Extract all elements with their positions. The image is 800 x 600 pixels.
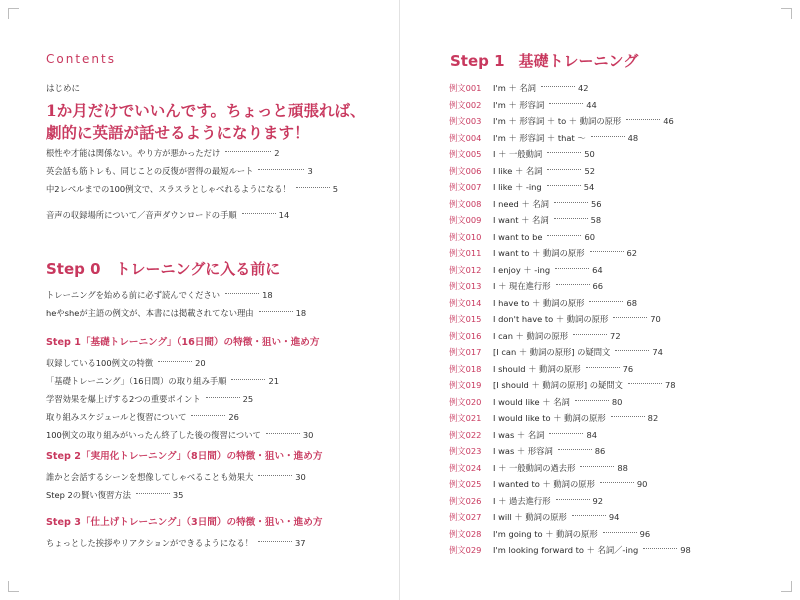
example-code: 例文011 bbox=[449, 248, 482, 258]
example-row[interactable] bbox=[449, 245, 779, 262]
example-code: 例文027 bbox=[449, 512, 482, 522]
example-code: 例文016 bbox=[449, 330, 482, 341]
example-pattern: [I can ＋ 動詞の原形] の疑問文 bbox=[493, 347, 611, 357]
example-page: 98 bbox=[680, 545, 691, 555]
example-pattern: I would like to ＋ 動詞の原形 bbox=[493, 413, 606, 423]
example-pattern: I ＋ 一般動詞 bbox=[493, 149, 543, 159]
example-pattern: I'm ＋ 形容詞 ＋ that ～ bbox=[493, 132, 586, 143]
example-row[interactable] bbox=[449, 262, 779, 279]
example-page: 90 bbox=[636, 479, 648, 489]
example-code: 例文005 bbox=[449, 149, 482, 159]
step1-heading bbox=[450, 50, 638, 71]
example-pattern: I have to ＋ 動詞の原形 bbox=[493, 297, 585, 308]
example-pattern: [I should ＋ 動詞の原形] の疑問文 bbox=[493, 380, 623, 390]
example-page: 66 bbox=[592, 281, 604, 291]
example-pattern: I'm ＋ 名詞 bbox=[493, 83, 536, 93]
example-row[interactable] bbox=[449, 328, 779, 345]
intro-heading: 1か月だけでいいんです。ちょっと頑張れば、劇的に英語が話せるようになります！ bbox=[46, 101, 366, 142]
example-page: 84 bbox=[586, 429, 598, 440]
example-page: 60 bbox=[584, 231, 596, 242]
example-code: 例文008 bbox=[449, 198, 482, 209]
example-code: 例文006 bbox=[449, 165, 482, 176]
example-row[interactable] bbox=[449, 212, 779, 229]
intro-label: はじめに bbox=[46, 84, 81, 94]
contents-title: Contents bbox=[46, 52, 116, 66]
toc-item[interactable]: 100例文の取り組みがいったん終了した後の復習について 30 bbox=[46, 430, 314, 440]
example-pattern: I'm ＋ 形容詞 ＋ to ＋ 動詞の原形 bbox=[493, 116, 622, 126]
example-row[interactable] bbox=[449, 196, 779, 213]
example-code: 例文023 bbox=[449, 446, 482, 456]
example-pattern: I will ＋ 動詞の原形 bbox=[493, 512, 567, 522]
right-page bbox=[400, 0, 800, 600]
example-code: 例文015 bbox=[449, 314, 482, 324]
example-pattern: I'm looking forward to ＋ 名詞／-ing bbox=[493, 545, 639, 555]
example-page: 48 bbox=[627, 132, 639, 143]
step3-toc bbox=[46, 512, 376, 552]
example-page: 46 bbox=[663, 116, 674, 126]
example-code: 例文007 bbox=[449, 182, 482, 192]
example-pattern: I ＋ 一般動詞の過去形 bbox=[493, 462, 576, 473]
example-row[interactable] bbox=[449, 130, 779, 147]
example-row[interactable] bbox=[449, 526, 779, 543]
example-pattern: I should ＋ 動詞の原形 bbox=[493, 363, 581, 374]
example-row[interactable] bbox=[449, 229, 779, 246]
example-code: 例文017 bbox=[449, 347, 482, 357]
example-row[interactable] bbox=[449, 443, 779, 460]
example-page: 42 bbox=[577, 83, 589, 93]
example-row[interactable] bbox=[449, 278, 779, 295]
toc-item[interactable]: ちょっとした挨拶やリアクションができるようになる！ 37 bbox=[46, 538, 306, 548]
example-pattern: I would like ＋ 名詞 bbox=[493, 396, 570, 407]
toc-item[interactable]: 音声の収録場所について／音声ダウンロードの手順 14 bbox=[46, 210, 290, 220]
example-pattern: I was ＋ 形容詞 bbox=[493, 446, 553, 456]
step-title: 基礎トレーニング bbox=[518, 52, 639, 70]
example-page: 86 bbox=[594, 446, 606, 456]
crop-mark bbox=[8, 581, 19, 592]
example-code: 例文019 bbox=[449, 380, 482, 390]
example-row[interactable] bbox=[449, 460, 779, 477]
toc-item[interactable]: 収録している100例文の特徴 20 bbox=[46, 358, 206, 368]
example-page: 56 bbox=[590, 198, 602, 209]
toc-item[interactable]: 中2レベルまでの100例文で、スラスラとしゃべれるようになる！ 5 bbox=[46, 184, 338, 194]
example-row[interactable] bbox=[449, 179, 779, 196]
example-row[interactable] bbox=[449, 97, 779, 114]
example-pattern: I enjoy ＋ -ing bbox=[493, 264, 551, 275]
example-pattern: I'm ＋ 形容詞 bbox=[493, 99, 545, 110]
example-code: 例文029 bbox=[449, 545, 482, 555]
example-page: 88 bbox=[617, 462, 628, 473]
example-code: 例文009 bbox=[449, 215, 482, 225]
toc-item[interactable]: 「基礎トレーニング」（16日間）の取り組み手順 21 bbox=[46, 376, 280, 386]
example-code: 例文003 bbox=[449, 116, 482, 126]
example-code: 例文010 bbox=[449, 231, 482, 242]
example-row[interactable] bbox=[449, 427, 779, 444]
example-page: 62 bbox=[626, 248, 638, 258]
example-row[interactable] bbox=[449, 344, 779, 361]
crop-mark bbox=[8, 8, 19, 19]
example-row[interactable] bbox=[449, 509, 779, 526]
example-page: 94 bbox=[608, 512, 620, 522]
example-code: 例文022 bbox=[449, 429, 482, 440]
toc-item[interactable]: Step 2の賢い復習方法 35 bbox=[46, 490, 184, 500]
step-label: Step 1 bbox=[450, 52, 505, 70]
example-row[interactable] bbox=[449, 394, 779, 411]
example-page: 74 bbox=[652, 347, 663, 357]
example-code: 例文025 bbox=[449, 479, 482, 489]
example-page: 64 bbox=[592, 264, 603, 275]
example-page: 50 bbox=[584, 149, 595, 159]
toc-item[interactable]: 根性や才能は関係ない。やり方が悪かっただけ 2 bbox=[46, 148, 280, 158]
example-code: 例文018 bbox=[449, 363, 482, 374]
example-row[interactable] bbox=[449, 113, 779, 130]
toc-item[interactable]: 学習効果を爆上げする2つの重要ポイント 25 bbox=[46, 394, 254, 404]
step0-heading: Step 0 トレーニングに入る前に bbox=[46, 260, 281, 278]
example-page: 58 bbox=[590, 215, 602, 225]
example-pattern: I ＋ 現在進行形 bbox=[493, 281, 551, 291]
example-page: 54 bbox=[583, 182, 595, 192]
example-pattern: I want to be bbox=[493, 231, 543, 242]
example-row[interactable] bbox=[449, 80, 779, 97]
toc-item[interactable]: heやsheが主語の例文が、本書には掲載されてない理由 18 bbox=[46, 308, 307, 318]
step2-subheading[interactable]: Step 2「実用化トレーニング」（8日間）の特徴・狙い・進め方 bbox=[46, 451, 323, 462]
toc-item[interactable]: 誰かと会話するシーンを想像してしゃべることも効果大 30 bbox=[46, 472, 306, 482]
example-page: 44 bbox=[586, 99, 597, 110]
example-page: 76 bbox=[622, 363, 634, 374]
toc-item[interactable]: 英会話も筋トレも、同じことの反復が習得の最短ルート 3 bbox=[46, 166, 313, 176]
example-row[interactable] bbox=[449, 295, 779, 312]
example-code: 例文020 bbox=[449, 396, 482, 407]
example-page: 78 bbox=[664, 380, 676, 390]
step3-subheading[interactable]: Step 3「仕上げトレーニング」（3日間）の特徴・狙い・進め方 bbox=[46, 517, 323, 528]
step0-toc bbox=[46, 286, 376, 322]
example-pattern: I don't have to ＋ 動詞の原形 bbox=[493, 314, 609, 324]
example-pattern: I'm going to ＋ 動詞の原形 bbox=[493, 528, 598, 539]
example-code: 例文013 bbox=[449, 281, 482, 291]
example-pattern: I can ＋ 動詞の原形 bbox=[493, 330, 569, 341]
example-row[interactable] bbox=[449, 542, 779, 559]
step1-toc bbox=[46, 332, 376, 444]
example-page: 82 bbox=[647, 413, 659, 423]
example-page: 52 bbox=[584, 165, 596, 176]
example-code: 例文004 bbox=[449, 132, 482, 143]
step1-subheading[interactable]: Step 1「基礎トレーニング」（16日間）の特徴・狙い・進め方 bbox=[46, 337, 320, 348]
example-row[interactable] bbox=[449, 493, 779, 510]
example-pattern: I wanted to ＋ 動詞の原形 bbox=[493, 479, 595, 489]
example-pattern: I ＋ 過去進行形 bbox=[493, 495, 551, 506]
example-row[interactable] bbox=[449, 163, 779, 180]
example-page: 96 bbox=[639, 528, 651, 539]
intro-toc bbox=[46, 144, 376, 198]
example-pattern: I like ＋ 名詞 bbox=[493, 165, 543, 176]
example-pattern: I was ＋ 名詞 bbox=[493, 429, 545, 440]
example-pattern: I like ＋ -ing bbox=[493, 182, 542, 192]
example-row[interactable] bbox=[449, 410, 779, 427]
example-pattern: I want ＋ 名詞 bbox=[493, 215, 549, 225]
example-page: 80 bbox=[611, 396, 623, 407]
example-pattern: I want to ＋ 動詞の原形 bbox=[493, 248, 585, 258]
audio-toc bbox=[46, 206, 376, 224]
example-page: 72 bbox=[610, 330, 621, 341]
example-code: 例文024 bbox=[449, 462, 482, 473]
crop-mark bbox=[781, 8, 792, 19]
example-page: 68 bbox=[626, 297, 638, 308]
example-list bbox=[449, 80, 779, 559]
example-row[interactable] bbox=[449, 361, 779, 378]
example-row[interactable] bbox=[449, 311, 779, 328]
example-code: 例文012 bbox=[449, 264, 482, 275]
crop-mark bbox=[781, 581, 792, 592]
step2-toc bbox=[46, 446, 376, 504]
example-row[interactable] bbox=[449, 146, 779, 163]
example-pattern: I need ＋ 名詞 bbox=[493, 198, 549, 209]
example-code: 例文002 bbox=[449, 99, 482, 110]
example-code: 例文021 bbox=[449, 413, 482, 423]
example-page: 70 bbox=[650, 314, 661, 324]
example-page: 92 bbox=[592, 495, 604, 506]
example-code: 例文026 bbox=[449, 495, 482, 506]
example-code: 例文014 bbox=[449, 297, 482, 308]
example-code: 例文001 bbox=[449, 83, 482, 93]
example-code: 例文028 bbox=[449, 528, 482, 539]
example-row[interactable] bbox=[449, 476, 779, 493]
toc-item[interactable]: 取り組みスケジュールと復習について 26 bbox=[46, 412, 239, 422]
example-row[interactable] bbox=[449, 377, 779, 394]
toc-item[interactable]: トレーニングを始める前に必ず読んでください 18 bbox=[46, 290, 273, 300]
